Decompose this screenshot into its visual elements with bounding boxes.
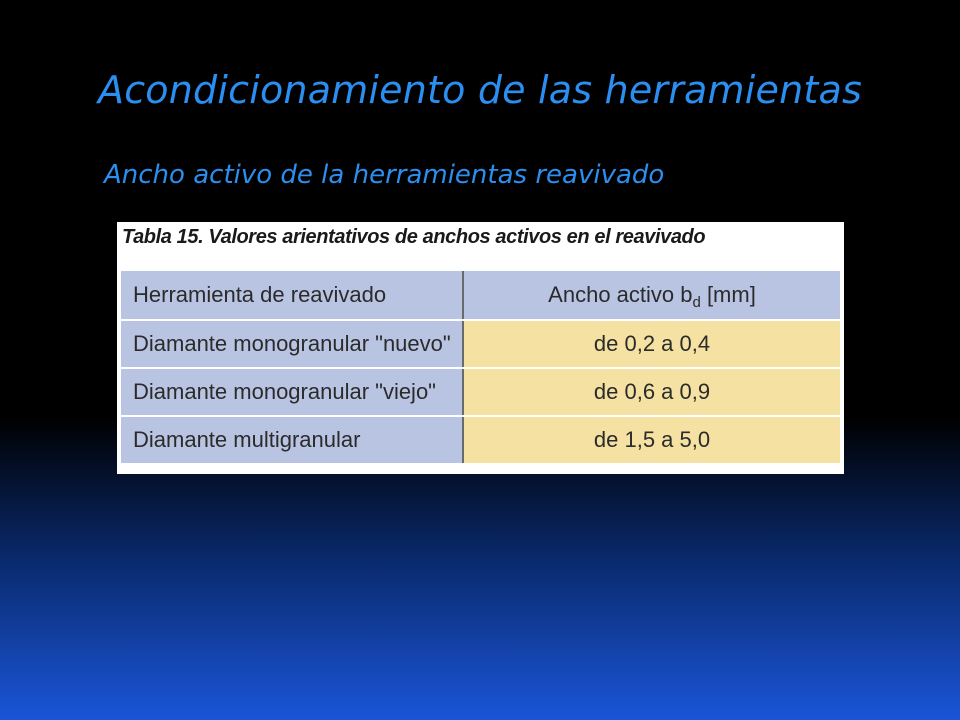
table-row [121,416,840,464]
reavivado-table [121,271,840,465]
cell-width: de 0,2 a 0,4 [463,320,840,368]
cell-tool: Diamante monogranular "nuevo" [121,320,463,368]
header-tool: Herramienta de reavivado [121,271,463,320]
slide-subtitle: Ancho activo de la herramientas reavivado [104,160,665,190]
header-width [463,271,840,320]
table-figure [117,222,844,474]
cell-tool: Diamante multigranular [121,416,463,464]
cell-tool: Diamante monogranular "viejo" [121,368,463,416]
table-row [121,368,840,416]
cell-width: de 1,5 a 5,0 [463,416,840,464]
table-caption: Tabla 15. Valores arientativos de anchos activos en el reavivado [122,226,706,248]
cell-width: de 0,6 a 0,9 [463,368,840,416]
header-width-prefix: Ancho activo b [548,282,693,307]
header-width-subscript: d [692,294,701,311]
slide-title: Acondicionamiento de las herramientas [98,68,862,112]
header-width-unit: [mm] [700,282,756,307]
table-row [121,320,840,368]
table-header-row [121,271,840,320]
